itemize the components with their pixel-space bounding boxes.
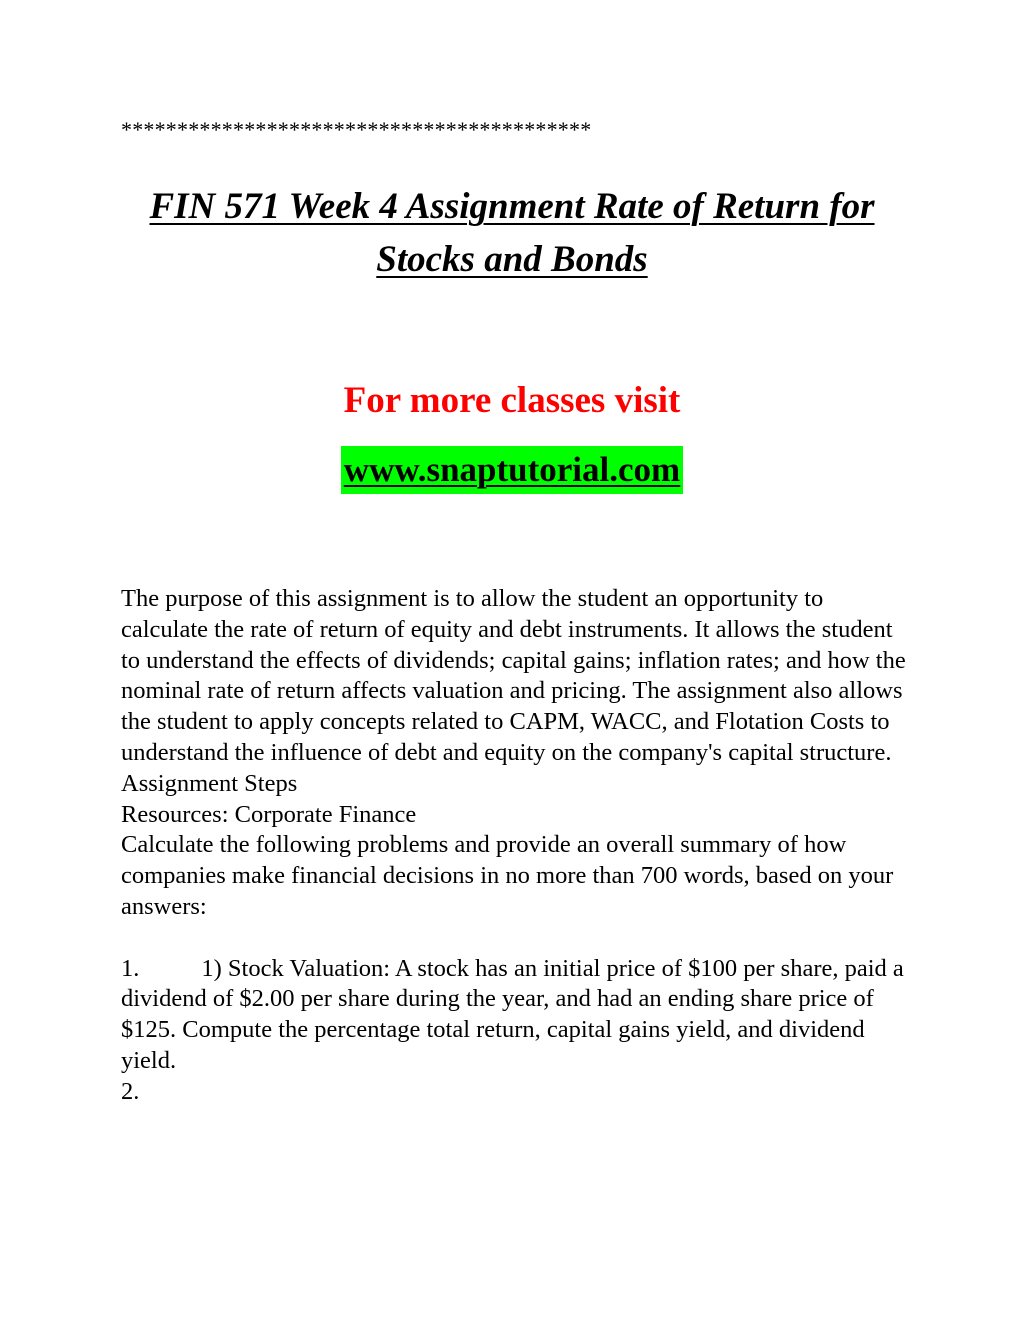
separator-line: ****************************************** (121, 117, 592, 142)
promo-heading: For more classes visit (343, 380, 681, 421)
promo-link[interactable]: www.snaptutorial.com (341, 446, 683, 494)
resources-line: Resources: Corporate Finance (121, 800, 417, 828)
problem-item (121, 954, 911, 1077)
document-body (121, 584, 911, 1108)
instructions-paragraph: Calculate the following problems and provide an overall summary of how companies make financial decisions in no more than 700 words, based on your answers: (121, 831, 894, 920)
intro-paragraph: The purpose of this assignment is to allow the student an opportunity to calculate the rate of return of equity and debt instruments. It allows the student to understand the effects of dividends; capital gains; inflation rates; and how the nominal rate of return affects valuation and pricing. The assignment also allows the student to apply concepts related to CAPM, WACC, and Flotation Costs to understand the influence of debt and equity on the company's capital structure. (121, 585, 906, 766)
promo-link-container (0, 446, 1024, 494)
problem-text: 1) Stock Valuation: A stock has an initial price of $100 per share, paid a dividend of $2.00 per share during the year, and had an ending share price of $125. Compute the percentage total return, capital gains yield, and dividend yield. (121, 954, 904, 1074)
paragraph-spacer (121, 923, 911, 954)
problem-item (121, 1077, 911, 1108)
problem-number: 2. (121, 1077, 140, 1105)
steps-heading: Assignment Steps (121, 769, 298, 797)
problem-number: 1. (121, 954, 140, 982)
page-title: FIN 571 Week 4 Assignment Rate of Return for Stocks and Bonds (149, 186, 875, 280)
